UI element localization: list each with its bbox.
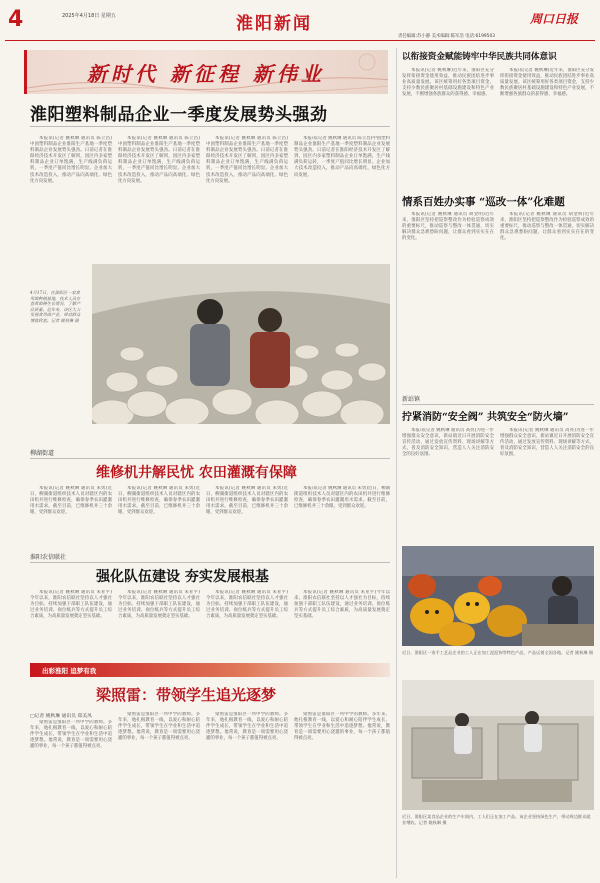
right-story2-body: 本报讯(记者 姚秋琳 通讯员 胡金明)近年来，淮阳区坚持把巡察整改作为检验巡察成效的重要标尺，推动巡察与整改一体贯通，切实解决群众急难愁盼问题，让群众看到实实在在的变化。 (500, 212, 594, 242)
column-a-col3 (206, 486, 288, 532)
lead-photo-caption: 4月17日，在淮阳区一家食用菌种植基地，技术人员在查看菌棒生长情况，了解产品质量。近年来，该区大力发展食用菌产业，带动群众增收致富。记者 姚秋琳 摄 (30, 290, 81, 323)
feature-col1 (30, 720, 112, 872)
column-b-body: 本报讯(记者 姚秋琳 通讯员 朱亚平)今年以来，淮阳农信联社坚持以人才强社为目标，持续加强干部职工队伍建设，通过业务培训、岗位练兵等方式提升员工综合素质，为高质量发展奠定坚实基础。 (294, 590, 390, 620)
lead-body-text: 本报讯(记者 姚秋琳 通讯员 陈立昌)中国塑料制品企业淮阳生产基地一季度塑料制品企业发展势头强劲。日前记者在淮阳经济技术开发区了解到，园区内多家塑料制品企业订单饱满，生产线满负荷运转，一季度产值同比增长明显。企业加大技术改造投入，推动产品向高端化、绿色化方向发展。 (294, 136, 390, 178)
column-b-col1 (30, 590, 112, 650)
paper-logo: 周口日报 (530, 12, 579, 26)
right-photo-2 (402, 680, 594, 810)
right-story1-headline: 以衔接资金赋能铸牢中华民族共同体意识 (402, 52, 557, 62)
lead-body-text: 本报讯(记者 姚秋琳 通讯员 陈立昌)中国塑料制品企业淮阳生产基地一季度塑料制品企业发展势头强劲。日前记者在淮阳经济技术开发区了解到，园区内多家塑料制品企业订单饱满，生产线满负荷运转，一季度产值同比增长明显。企业加大技术改造投入，推动产品向高端化、绿色化方向发展。 (30, 136, 112, 184)
column-b-rule (30, 562, 390, 563)
right-story1-body: 本报讯(记者 姚秋琳)近年来，淮阳区充分发挥衔接资金使用效益，推动民族团结进步事业高质量发展。该区统筹用好各类项目资金，支持少数民族聚居村基础设施建设和特色产业发展，不断增强各族群众的获得感、幸福感。 (500, 68, 594, 98)
right-story3-col2 (500, 428, 594, 538)
feature-body: 梁照雷是淮阳区一所中学的教师。多年来，他扎根教育一线，以爱心和耐心陪伴学生成长，带领学生在学业和生活中追逐梦想。他常说，教育是一项需要用心浇灌的事业，每一个孩子都值得被点亮。 (206, 712, 288, 742)
right-story3-headline: 拧紧消防“安全阀” 共筑安全“防火墙” (402, 412, 569, 423)
column-a-label: 柳湖街道 (30, 450, 55, 457)
column-b-col4 (294, 590, 390, 650)
column-a-body: 本报讯(记者 姚秋琳 通讯员 朱勇)近日，柳湖街道组织技术人员对辖区内的农田机井进行维修检查，确保春季农田灌溉用水需求。截至目前，已维修机井三十余眼，受到群众欢迎。 (206, 486, 288, 516)
right-story2-body: 本报讯(记者 姚秋琳 通讯员 胡金明)近年来，淮阳区坚持把巡察整改作为检验巡察成效的重要标尺，推动巡察与整改一体贯通，切实解决群众急难愁盼问题，让群众看到实实在在的变化。 (402, 212, 494, 242)
editor-line: 责任编辑:苏小静 美术编辑:陈军浩 电话:6199503 (398, 34, 496, 39)
column-a-body: 本报讯(记者 姚秋琳 通讯员 朱勇)近日，柳湖街道组织技术人员对辖区内的农田机井进行维修检查，确保春季农田灌溉用水需求。截至目前，已维修机井三十余眼，受到群众欢迎。 (30, 486, 112, 516)
feature-tag (30, 663, 390, 677)
mushroom-greenhouse-image (92, 264, 390, 424)
right-story2-col1 (402, 212, 494, 380)
page-number: 4 (8, 7, 24, 32)
right-story1-col2 (500, 68, 594, 190)
right-story3-body: 本报讯(记者 姚秋琳 通讯员 高亮)为进一步增强群众安全意识，新站镇近日开展消防安全宣传活动，通过发放宣传资料、现场讲解等方式，普及消防安全知识，营造人人关注消防安全的良好氛围。 (402, 428, 494, 458)
feature-body: 梁照雷是淮阳区一所中学的教师。多年来，他扎根教育一线，以爱心和耐心陪伴学生成长，带领学生在学业和生活中追逐梦想。他常说，教育是一项需要用心浇灌的事业，每一个孩子都值得被点亮。 (118, 712, 200, 742)
lead-body-text: 本报讯(记者 姚秋琳 通讯员 陈立昌)中国塑料制品企业淮阳生产基地一季度塑料制品企业发展势头强劲。日前记者在淮阳经济技术开发区了解到，园区内多家塑料制品企业订单饱满，生产线满负荷运转，一季度产值同比增长明显。企业加大技术改造投入，推动产品向高端化、绿色化方向发展。 (118, 136, 200, 184)
column-a-body: 本报讯(记者 姚秋琳 通讯员 朱勇)近日，柳湖街道组织技术人员对辖区内的农田机井进行维修检查，确保春季农田灌溉用水需求。截至目前，已维修机井三十余眼，受到群众欢迎。 (118, 486, 200, 516)
column-a-rule (30, 458, 390, 459)
column-a-col1 (30, 486, 112, 532)
right-story3-body: 本报讯(记者 姚秋琳 通讯员 高亮)为进一步增强群众安全意识，新站镇近日开展消防安全宣传活动，通过发放宣传资料、现场讲解等方式，普及消防安全知识，营造人人关注消防安全的良好氛围。 (500, 428, 594, 458)
right-story3-rule (402, 404, 594, 405)
banner-slogan: 新时代 新征程 新伟业 (87, 62, 325, 86)
feature-col3 (206, 712, 288, 872)
right-divider (396, 48, 397, 878)
feature-byline: □记者 姚秋琳 通讯员 郑美凤 (30, 714, 92, 719)
lead-body-text: 本报讯(记者 姚秋琳 通讯员 陈立昌)中国塑料制品企业淮阳生产基地一季度塑料制品企业发展势头强劲。日前记者在淮阳经济技术开发区了解到，园区内多家塑料制品企业订单饱满，生产线满负荷运转，一季度产值同比增长明显。企业加大技术改造投入，推动产品向高端化、绿色化方向发展。 (206, 136, 288, 184)
column-b-label: 淮阳农信联社 (30, 554, 67, 561)
column-b-col2 (118, 590, 200, 650)
column-b-headline: 强化队伍建设 夯实发展根基 (96, 569, 269, 585)
lead-body-col2 (118, 136, 200, 264)
lead-body-col4 (294, 136, 390, 264)
masthead (0, 0, 600, 40)
feature-col2 (118, 712, 200, 872)
date-line: 2025年4月18日 星期五 (62, 13, 116, 19)
handicraft-workshop-image (402, 546, 594, 646)
column-a-col4 (294, 486, 390, 532)
column-b-col3 (206, 590, 288, 650)
feature-body: 梁照雷是淮阳区一所中学的教师。多年来，他扎根教育一线，以爱心和耐心陪伴学生成长，带领学生在学业和生活中追逐梦想。他常说，教育是一项需要用心浇灌的事业，每一个孩子都值得被点亮。 (294, 712, 390, 742)
column-b-body: 本报讯(记者 姚秋琳 通讯员 朱亚平)今年以来，淮阳农信联社坚持以人才强社为目标，持续加强干部职工队伍建设，通过业务培训、岗位练兵等方式提升员工综合素质，为高质量发展奠定坚实基础。 (206, 590, 288, 620)
feature-headline: 梁照雷：带领学生追光逐梦 (96, 686, 277, 704)
column-b-body: 本报讯(记者 姚秋琳 通讯员 朱亚平)今年以来，淮阳农信联社坚持以人才强社为目标，持续加强干部职工队伍建设，通过业务培训、岗位练兵等方式提升员工综合素质，为高质量发展奠定坚实基础。 (30, 590, 112, 620)
lead-photo (92, 264, 390, 424)
lead-rule (30, 126, 390, 127)
column-a-body: 本报讯(记者 姚秋琳 通讯员 朱勇)近日，柳湖街道组织技术人员对辖区内的农田机井进行维修检查，确保春季农田灌溉用水需求。截至目前，已维修机井三十余眼，受到群众欢迎。 (294, 486, 390, 510)
right-story2-col2 (500, 212, 594, 380)
column-a-col2 (118, 486, 200, 532)
right-story1-body: 本报讯(记者 姚秋琳)近年来，淮阳区充分发挥衔接资金使用效益，推动民族团结进步事业高质量发展。该区统筹用好各类项目资金，支持少数民族聚居村基础设施建设和特色产业发展，不断增强各族群众的获得感、幸福感。 (402, 68, 494, 98)
right-photo-2-caption: 近日，淮阳区某食品企业的生产车间内，工人们正在加工产品。该企业坚持绿色生产，带动周边群众就业增收。记者 姚秋琳 摄 (402, 814, 591, 825)
section-title: 淮阳新闻 (236, 14, 312, 34)
right-story1-col1 (402, 68, 494, 190)
right-story2-headline: 情系百姓办实事 “巡改一体”化难题 (402, 196, 565, 208)
right-story3-col1 (402, 428, 494, 538)
column-a-headline: 维修机井解民忧 农田灌溉有保障 (96, 465, 297, 481)
lead-body-col1 (30, 136, 112, 284)
lead-headline: 淮阳塑料制品企业一季度发展势头强劲 (30, 105, 328, 125)
slogan-banner (24, 50, 388, 94)
feature-col4 (294, 712, 390, 872)
feature-body: 梁照雷是淮阳区一所中学的教师。多年来，他扎根教育一线，以爱心和耐心陪伴学生成长，带领学生在学业和生活中追逐梦想。他常说，教育是一项需要用心浇灌的事业，每一个孩子都值得被点亮。 (30, 720, 112, 750)
right-photo-1 (402, 546, 594, 646)
right-story3-label: 新站镇 (402, 396, 421, 403)
header-rule (5, 40, 595, 41)
column-b-body: 本报讯(记者 姚秋琳 通讯员 朱亚平)今年以来，淮阳农信联社坚持以人才强社为目标，持续加强干部职工队伍建设，通过业务培训、岗位练兵等方式提升员工综合素质，为高质量发展奠定坚实基础。 (118, 590, 200, 620)
feature-tag-label: 出彩淮阳 追梦有我 (42, 667, 97, 675)
right-photo-1-caption: 近日，淮阳区一家手工艺品企业的工人正在加工泥泥狗等特色产品，产品远销全国各地。记者 姚秋琳 摄 (402, 650, 594, 655)
lead-body-col3 (206, 136, 288, 264)
factory-workshop-image (402, 680, 594, 810)
